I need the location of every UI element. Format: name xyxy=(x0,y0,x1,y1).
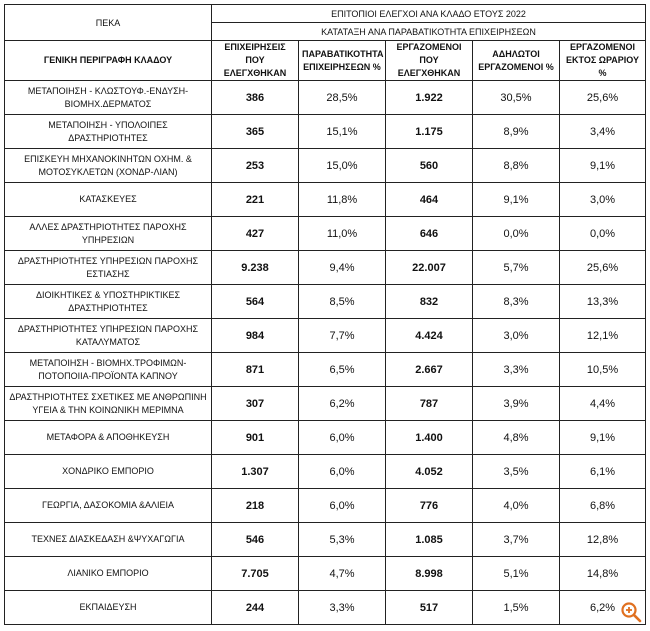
table-cell: 7,7% xyxy=(299,319,386,353)
corner-label: ΠΕΚΑ xyxy=(5,5,212,41)
sector-description: ΜΕΤΑΠΟΙΗΣΗ - ΚΛΩΣΤΟΥΦ.-ΕΝΔΥΣΗ-ΒΙΟΜΗΧ.ΔΕΡΜΑΤΟΣ xyxy=(5,81,212,115)
table-cell: 1.922 xyxy=(386,81,473,115)
table-cell: 9,4% xyxy=(299,251,386,285)
table-cell: 28,5% xyxy=(299,81,386,115)
table-cell: 6,2% xyxy=(560,591,646,625)
table-body xyxy=(5,5,646,625)
table-cell: 787 xyxy=(386,387,473,421)
column-header: ΠΑΡΑΒΑΤΙΚΟΤΗΤΑ ΕΠΙΧΕΙΡΗΣΕΩΝ % xyxy=(299,41,386,81)
column-header-row xyxy=(5,41,646,81)
sector-description: ΛΙΑΝΙΚΟ ΕΜΠΟΡΙΟ xyxy=(5,557,212,591)
table-cell: 6,5% xyxy=(299,353,386,387)
table-cell: 6,0% xyxy=(299,421,386,455)
table-cell: 2.667 xyxy=(386,353,473,387)
table-cell: 560 xyxy=(386,149,473,183)
sector-description: ΔΡΑΣΤΗΡΙΟΤΗΤΕΣ ΥΠΗΡΕΣΙΩΝ ΠΑΡΟΧΗΣ ΕΣΤΙΑΣΗΣ xyxy=(5,251,212,285)
table-row xyxy=(5,557,646,591)
table-cell: 15,0% xyxy=(299,149,386,183)
sector-description: ΑΛΛΕΣ ΔΡΑΣΤΗΡΙΟΤΗΤΕΣ ΠΑΡΟΧΗΣ ΥΠΗΡΕΣΙΩΝ xyxy=(5,217,212,251)
table-cell: 307 xyxy=(212,387,299,421)
zoom-icon[interactable] xyxy=(620,601,642,623)
table-cell: 464 xyxy=(386,183,473,217)
table-cell: 3,3% xyxy=(299,591,386,625)
table-row xyxy=(5,387,646,421)
sector-description: ΜΕΤΑΦΟΡΑ & ΑΠΟΘΗΚΕΥΣΗ xyxy=(5,421,212,455)
sector-description: ΔΡΑΣΤΗΡΙΟΤΗΤΕΣ ΣΧΕΤΙΚΕΣ ΜΕ ΑΝΘΡΩΠΙΝΗ ΥΓΕΙΑ & ΤΗΝ ΚΟΙΝΩΝΙΚΗ ΜΕΡΙΜΝΑ xyxy=(5,387,212,421)
table-cell: 12,8% xyxy=(560,523,646,557)
table-cell: 1,5% xyxy=(473,591,560,625)
table-cell: 427 xyxy=(212,217,299,251)
table-cell: 9.238 xyxy=(212,251,299,285)
table-row xyxy=(5,183,646,217)
table-cell: 5,1% xyxy=(473,557,560,591)
table-row xyxy=(5,285,646,319)
sector-description: ΔΙΟΙΚΗΤΙΚΕΣ & ΥΠΟΣΤΗΡΙΚΤΙΚΕΣ ΔΡΑΣΤΗΡΙΟΤΗΤΕΣ xyxy=(5,285,212,319)
sector-description: ΜΕΤΑΠΟΙΗΣΗ - ΒΙΟΜΗΧ.ΤΡΟΦΙΜΩΝ-ΠΟΤΟΠΟΙΙΑ-ΠΡΟΪΟΝΤΑ ΚΑΠΝΟΥ xyxy=(5,353,212,387)
sector-description: ΧΟΝΔΡΙΚΟ ΕΜΠΟΡΙΟ xyxy=(5,455,212,489)
table-row xyxy=(5,455,646,489)
sector-description: ΜΕΤΑΠΟΙΗΣΗ - ΥΠΟΛΟΙΠΕΣ ΔΡΑΣΤΗΡΙΟΤΗΤΕΣ xyxy=(5,115,212,149)
table-subtitle: ΚΑΤΑΤΑΞΗ ΑΝΑ ΠΑΡΑΒΑΤΙΚΟΤΗΤΑ ΕΠΙΧΕΙΡΗΣΕΩΝ xyxy=(212,23,646,41)
table-row xyxy=(5,489,646,523)
table-cell: 984 xyxy=(212,319,299,353)
table-cell: 253 xyxy=(212,149,299,183)
table-cell: 832 xyxy=(386,285,473,319)
table-row xyxy=(5,319,646,353)
table-cell: 4.424 xyxy=(386,319,473,353)
column-header: ΓΕΝΙΚΗ ΠΕΡΙΓΡΑΦΗ ΚΛΑΔΟΥ xyxy=(5,41,212,81)
table-row xyxy=(5,115,646,149)
table-cell: 3,9% xyxy=(473,387,560,421)
table-cell: 3,0% xyxy=(560,183,646,217)
table-cell: 4,0% xyxy=(473,489,560,523)
table-cell: 10,5% xyxy=(560,353,646,387)
table-row xyxy=(5,523,646,557)
table-cell: 6,0% xyxy=(299,489,386,523)
table-cell: 386 xyxy=(212,81,299,115)
table-cell: 8,5% xyxy=(299,285,386,319)
sector-description: ΕΚΠΑΙΔΕΥΣΗ xyxy=(5,591,212,625)
table-cell: 517 xyxy=(386,591,473,625)
table-cell: 901 xyxy=(212,421,299,455)
table-row xyxy=(5,149,646,183)
table-cell: 0,0% xyxy=(473,217,560,251)
table-cell: 1.307 xyxy=(212,455,299,489)
table-cell: 6,1% xyxy=(560,455,646,489)
table-cell: 244 xyxy=(212,591,299,625)
table-row xyxy=(5,591,646,625)
sector-description: ΤΕΧΝΕΣ ΔΙΑΣΚΕΔΑΣΗ &ΨΥΧΑΓΩΓΙΑ xyxy=(5,523,212,557)
table-row xyxy=(5,81,646,115)
sector-description: ΔΡΑΣΤΗΡΙΟΤΗΤΕΣ ΥΠΗΡΕΣΙΩΝ ΠΑΡΟΧΗΣ ΚΑΤΑΛΥΜΑΤΟΣ xyxy=(5,319,212,353)
table-row xyxy=(5,251,646,285)
column-header: ΕΡΓΑΖΟΜΕΝΟΙ ΕΚΤΟΣ ΩΡΑΡΙΟΥ % xyxy=(560,41,646,81)
table-cell: 1.175 xyxy=(386,115,473,149)
table-title: ΕΠΙΤΟΠΙΟΙ ΕΛΕΓΧΟΙ ΑΝΑ ΚΛΑΔΟ ΕΤΟΥΣ 2022 xyxy=(212,5,646,23)
table-cell: 6,0% xyxy=(299,455,386,489)
table-row xyxy=(5,353,646,387)
table-cell: 0,0% xyxy=(560,217,646,251)
table-cell: 7.705 xyxy=(212,557,299,591)
table-cell: 3,5% xyxy=(473,455,560,489)
table-cell: 871 xyxy=(212,353,299,387)
table-cell: 4.052 xyxy=(386,455,473,489)
sector-description: ΕΠΙΣΚΕΥΗ ΜΗΧΑΝΟΚΙΝΗΤΩΝ ΟΧΗΜ. & ΜΟΤΟΣΥΚΛΕΤΩΝ (ΧΟΝΔΡ-ΛΙΑΝ) xyxy=(5,149,212,183)
column-header: ΑΔΗΛΩΤΟΙ ΕΡΓΑΖΟΜΕΝΟΙ % xyxy=(473,41,560,81)
table-cell: 8,9% xyxy=(473,115,560,149)
table-cell: 9,1% xyxy=(473,183,560,217)
table-cell: 11,0% xyxy=(299,217,386,251)
table-cell: 5,3% xyxy=(299,523,386,557)
table-cell: 8,3% xyxy=(473,285,560,319)
table-cell: 3,0% xyxy=(473,319,560,353)
table-cell: 25,6% xyxy=(560,251,646,285)
table-cell: 4,4% xyxy=(560,387,646,421)
table-cell: 218 xyxy=(212,489,299,523)
table-cell: 4,8% xyxy=(473,421,560,455)
table-cell: 546 xyxy=(212,523,299,557)
table-cell: 6,8% xyxy=(560,489,646,523)
table-cell: 646 xyxy=(386,217,473,251)
table-cell: 9,1% xyxy=(560,149,646,183)
table-cell: 6,2% xyxy=(299,387,386,421)
table-cell: 1.085 xyxy=(386,523,473,557)
table-cell: 3,7% xyxy=(473,523,560,557)
table-cell: 8.998 xyxy=(386,557,473,591)
table-cell: 13,3% xyxy=(560,285,646,319)
table-cell: 4,7% xyxy=(299,557,386,591)
table-row xyxy=(5,421,646,455)
table-cell: 1.400 xyxy=(386,421,473,455)
table-cell: 12,1% xyxy=(560,319,646,353)
table-cell: 25,6% xyxy=(560,81,646,115)
column-header: ΕΠΙΧΕΙΡΗΣΕΙΣ ΠΟΥ ΕΛΕΓΧΘΗΚΑΝ xyxy=(212,41,299,81)
table-cell: 3,3% xyxy=(473,353,560,387)
table-cell: 22.007 xyxy=(386,251,473,285)
sector-description: ΚΑΤΑΣΚΕΥΕΣ xyxy=(5,183,212,217)
table-cell: 15,1% xyxy=(299,115,386,149)
table-cell: 9,1% xyxy=(560,421,646,455)
table-cell: 11,8% xyxy=(299,183,386,217)
title-row xyxy=(5,5,646,23)
table-cell: 30,5% xyxy=(473,81,560,115)
table-row xyxy=(5,217,646,251)
table-cell: 365 xyxy=(212,115,299,149)
column-header: ΕΡΓΑΖΟΜΕΝΟΙ ΠΟΥ ΕΛΕΓΧΘΗΚΑΝ xyxy=(386,41,473,81)
table-cell: 3,4% xyxy=(560,115,646,149)
sector-description: ΓΕΩΡΓΙΑ, ΔΑΣΟΚΟΜΙΑ &ΑΛΙΕΙΑ xyxy=(5,489,212,523)
table-cell: 221 xyxy=(212,183,299,217)
inspections-table xyxy=(4,4,646,625)
table-cell: 8,8% xyxy=(473,149,560,183)
table-cell: 14,8% xyxy=(560,557,646,591)
table-cell: 5,7% xyxy=(473,251,560,285)
table-cell: 564 xyxy=(212,285,299,319)
table-cell: 776 xyxy=(386,489,473,523)
